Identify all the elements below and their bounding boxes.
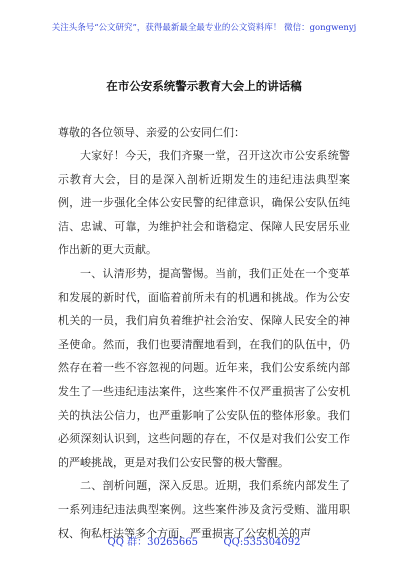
qq-group-text: QQ 群：30265665 <box>107 537 198 548</box>
document-title: 在市公安系统警示教育大会上的讲话稿 <box>106 79 302 93</box>
document-body <box>58 114 350 545</box>
paragraph: 一、认清形势，提高警惕。当前，我们正处在一个变革和发展的新时代，面临着前所未有的机遇和挑战。作为公安机关的一员，我们肩负着维护社会治安、保障人民安全的神圣使命。然而，我们也要清醒地看到，在我们的队伍中，仍然存在着一些不容忽视的问题。近年来，我们公安系统内部发生了一些违纪违法案件，这些案件不仅严重损害了公安机关的执法公信力，也严重影响了公安队伍的整体形象。我们必须深刻认识到，这些问题的存在，不仅是对我们公安工作的严峻挑战，更是对我们公安民警的极大警醒。 <box>58 266 350 469</box>
paragraph: 大家好！今天，我们齐聚一堂，召开这次市公安系统警示教育大会，目的是深入剖析近期发生的违纪违法典型案例，进一步强化全体公安民警的纪律意识，确保公安队伍纯洁、忠诚、可靠，为维护社会和谐稳定、保障人民安居乐业作出新的更大贡献。 <box>58 149 350 257</box>
paragraph: 二、剖析问题，深入反思。近期，我们系统内部发生了一系列违纪违法典型案例。这些案件涉及贪污受贿、滥用职权、徇私枉法等多个方面，严重损害了公安机关的声 <box>58 479 350 540</box>
footer-contact <box>0 533 408 548</box>
qq-text: QQ:535304092 <box>223 537 301 548</box>
header-banner: 关注头条号“公文研究”，获得最新最全最专业的公文资料库！ 微信：gongwenyj <box>51 23 357 33</box>
greeting: 尊敬的各位领导、亲爱的公安同仁们： <box>58 126 245 139</box>
